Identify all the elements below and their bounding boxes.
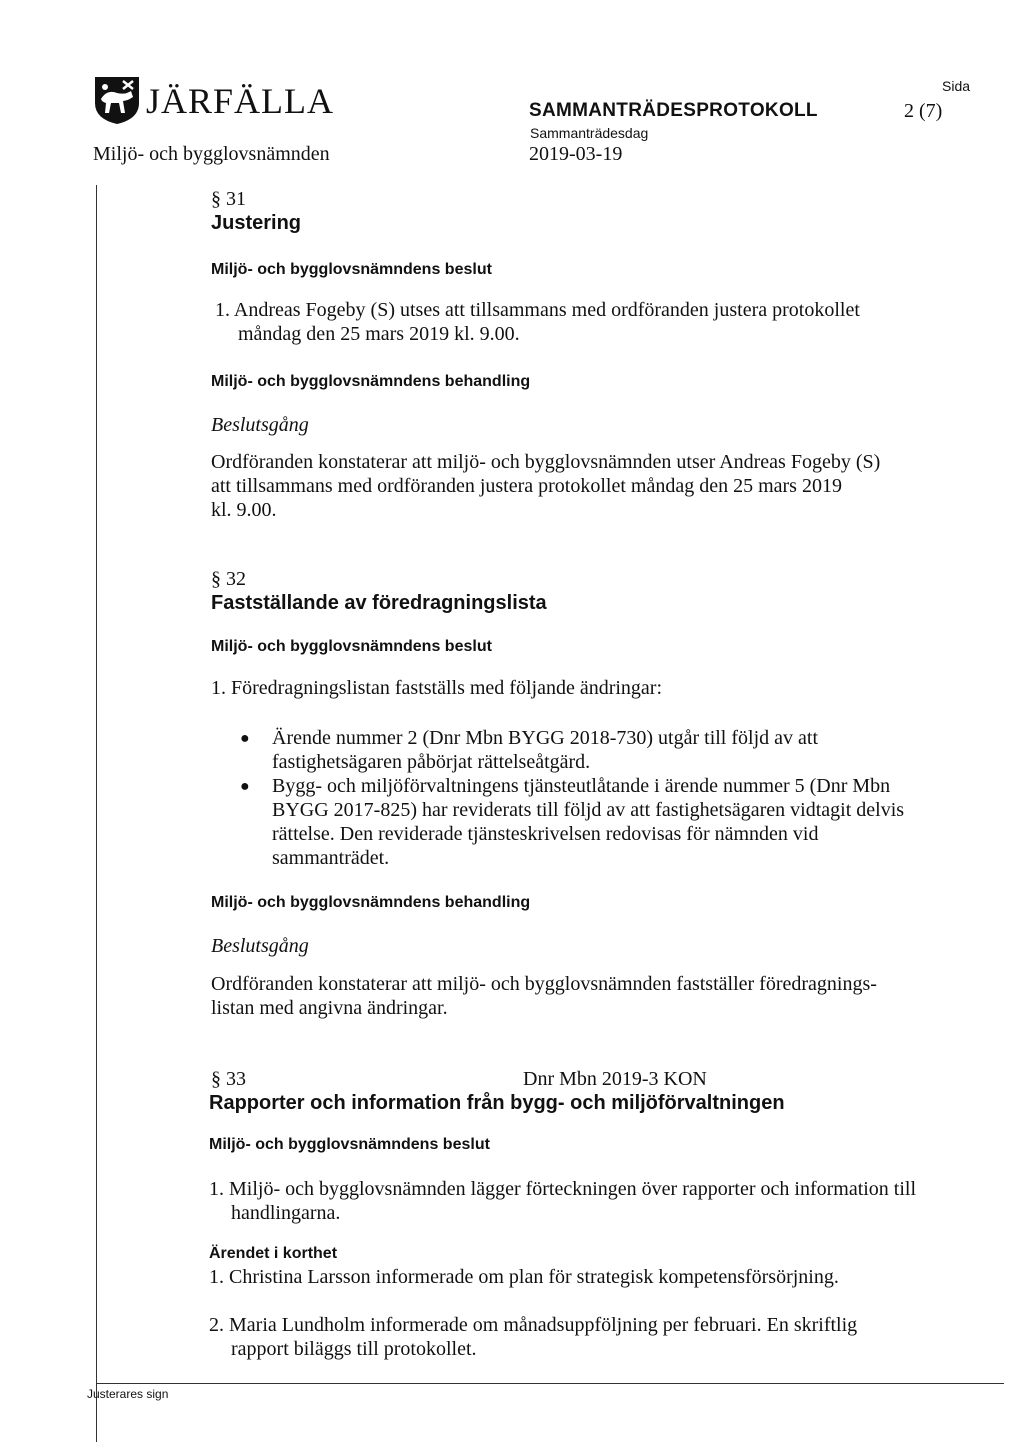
- section-32-text-line-2: listan med angivna ändringar.: [211, 997, 448, 1019]
- bullet-icon: ●: [240, 730, 250, 747]
- section-33-title: Rapporter och information från bygg- och miljöförvaltningen: [209, 1092, 785, 1114]
- signature-label: Justerares sign: [87, 1387, 169, 1401]
- section-33-number: § 33: [211, 1068, 246, 1090]
- section-31-text-line-1: Ordföranden konstaterar att miljö- och bygglovsnämnden utser Andreas Fogeby (S): [211, 451, 881, 473]
- page-label: Sida: [942, 78, 971, 94]
- section-32-decision-heading: Miljö- och bygglovsnämndens beslut: [211, 638, 492, 655]
- section-32-number: § 32: [211, 568, 246, 590]
- section-31-decision-line-1: 1. Andreas Fogeby (S) utses att tillsammans med ordföranden justera protokollet: [215, 299, 860, 321]
- bullet-2-line-1: Bygg- och miljöförvaltningens tjänsteutlåtande i ärende nummer 5 (Dnr Mbn: [272, 775, 891, 797]
- section-32-handling-heading: Miljö- och bygglovsnämndens behandling: [211, 894, 531, 911]
- section-31-beslutsgang: Beslutsgång: [211, 414, 309, 436]
- page-number: 2 (7): [904, 100, 943, 122]
- section-33-decision-line-2: handlingarna.: [231, 1202, 341, 1224]
- bullet-1-line-1: Ärende nummer 2 (Dnr Mbn BYGG 2018-730) utgår till följd av att: [272, 727, 819, 749]
- section-31-handling-heading: Miljö- och bygglovsnämndens behandling: [211, 373, 531, 390]
- document-type: SAMMANTRÄDESPROTOKOLL: [529, 100, 818, 121]
- bullet-2-line-2: BYGG 2017-825) har reviderats till följd av att fastighetsägaren vidtagit delvis: [272, 799, 905, 821]
- section-31-text-line-3: kl. 9.00.: [211, 499, 277, 521]
- municipal-crest-icon: [93, 73, 141, 125]
- section-33-summary-heading: Ärendet i korthet: [209, 1245, 338, 1262]
- section-33-item-1: 1. Christina Larsson informerade om plan för strategisk kompetensförsörjning.: [209, 1266, 839, 1288]
- section-32-decision-line-1: 1. Föredragningslistan fastställs med följande ändringar:: [211, 677, 663, 699]
- section-33-item-2-line-1: 2. Maria Lundholm informerade om månadsuppföljning per februari. En skriftlig: [209, 1314, 858, 1336]
- section-33-dnr: Dnr Mbn 2019-3 KON: [523, 1068, 707, 1090]
- section-33-decision-line-1: 1. Miljö- och bygglovsnämnden lägger förteckningen över rapporter och information till: [209, 1178, 917, 1200]
- bullet-1-line-2: fastighetsägaren påbörjat rättelseåtgärd.: [272, 751, 591, 773]
- section-31-decision-line-2: måndag den 25 mars 2019 kl. 9.00.: [238, 323, 520, 345]
- section-32-title: Fastställande av föredragningslista: [211, 592, 547, 614]
- bullet-2-line-3: rättelse. Den reviderade tjänsteskrivelsen redovisas för nämnden vid: [272, 823, 819, 845]
- committee-name: Miljö- och bygglovsnämnden: [93, 143, 330, 165]
- section-33-decision-heading: Miljö- och bygglovsnämndens beslut: [209, 1136, 490, 1153]
- section-33-item-2-line-2: rapport biläggs till protokollet.: [231, 1338, 477, 1360]
- meeting-date: 2019-03-19: [529, 143, 623, 165]
- brand-name: JÄRFÄLLA: [146, 81, 335, 121]
- meeting-date-label: Sammanträdesdag: [530, 125, 649, 141]
- bullet-icon: ●: [240, 778, 250, 795]
- section-31-number: § 31: [211, 188, 246, 210]
- section-31-decision-heading: Miljö- och bygglovsnämndens beslut: [211, 261, 492, 278]
- section-31-title: Justering: [211, 212, 302, 234]
- margin-line: [96, 185, 97, 1442]
- section-32-beslutsgang: Beslutsgång: [211, 935, 309, 957]
- section-31-text-line-2: att tillsammans med ordföranden justera protokollet måndag den 25 mars 2019: [211, 475, 842, 497]
- bullet-2-line-4: sammanträdet.: [272, 847, 390, 869]
- footer-divider: [96, 1383, 1004, 1384]
- section-32-text-line-1: Ordföranden konstaterar att miljö- och bygglovsnämnden fastställer föredragnings-: [211, 973, 877, 995]
